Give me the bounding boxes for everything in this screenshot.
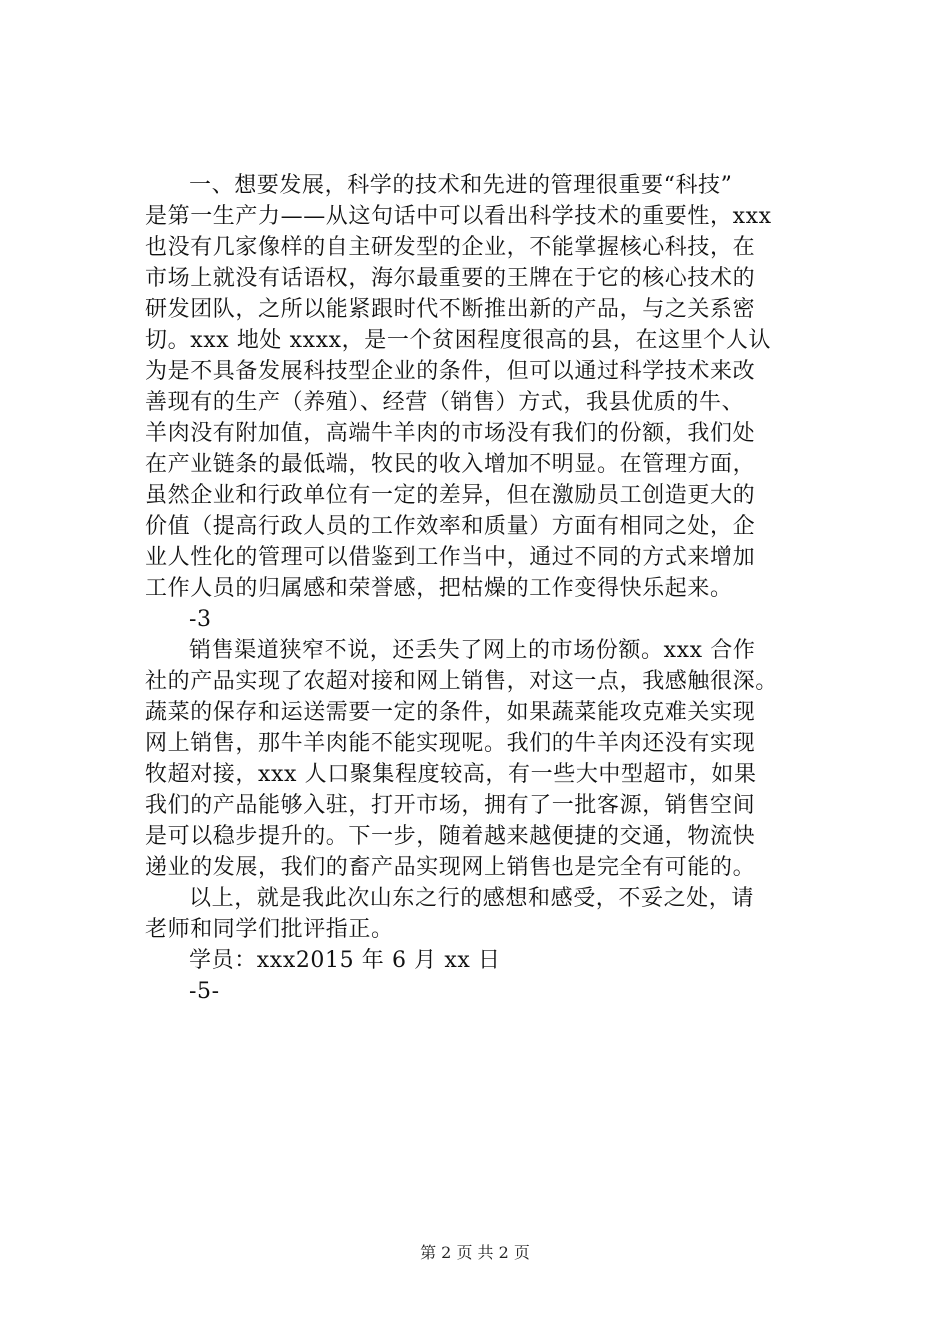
text-line: 虽然企业和行政单位有一定的差异，但在激励员工创造更大的 bbox=[145, 483, 756, 508]
signature: 学员：xxx2015 年 6 月 xx 日 bbox=[189, 948, 501, 973]
paragraph-technology-management bbox=[145, 170, 845, 604]
text-line: 网上销售，那牛羊肉能不能实现呢。我们的牛羊肉还没有实现 bbox=[145, 731, 756, 756]
text-line: 研发团队，之所以能紧跟时代不断推出新的产品，与之关系密 bbox=[145, 297, 756, 322]
text-line: 市场上就没有话语权，海尔最重要的王牌在于它的核心技术的 bbox=[145, 266, 756, 291]
text-line: 切。xxx 地处 xxxx，是一个贫困程度很高的县，在这里个人认 bbox=[145, 328, 772, 353]
text-line: 递业的发展，我们的畜产品实现网上销售也是完全有可能的。 bbox=[145, 855, 756, 880]
text-line: 以上，就是我此次山东之行的感想和感受，不妥之处，请 bbox=[189, 886, 755, 911]
text-line: 业人性化的管理可以借鉴到工作当中，通过不同的方式来增加 bbox=[145, 545, 756, 570]
text-line: 一、想要发展，科学的技术和先进的管理很重要“科技” bbox=[189, 173, 733, 198]
text-line: 是第一生产力——从这句话中可以看出科学技术的重要性，xxx bbox=[145, 204, 772, 229]
text-line: 老师和同学们批评指正。 bbox=[145, 917, 394, 942]
text-line: 社的产品实现了农超对接和网上销售，对这一点，我感触很深。 bbox=[145, 669, 778, 694]
document-body bbox=[145, 170, 845, 1007]
text-line: 蔬菜的保存和运送需要一定的条件，如果蔬菜能攻克难关实现 bbox=[145, 700, 756, 725]
text-line: 为是不具备发展科技型企业的条件，但可以通过科学技术来改 bbox=[145, 359, 756, 384]
text-line: 我们的产品能够入驻，打开市场，拥有了一批客源，销售空间 bbox=[145, 793, 756, 818]
text-line: 价值（提高行政人员的工作效率和质量）方面有相同之处，企 bbox=[145, 514, 756, 539]
text-line: 羊肉没有附加值，高端牛羊肉的市场没有我们的份额，我们处 bbox=[145, 421, 756, 446]
text-line: 也没有几家像样的自主研发型的企业，不能掌握核心科技，在 bbox=[145, 235, 756, 260]
text-line: 善现有的生产（养殖）、经营（销售）方式，我县优质的牛、 bbox=[145, 390, 745, 415]
text-line: 销售渠道狭窄不说，还丢失了网上的市场份额。xxx 合作 bbox=[189, 638, 756, 663]
page-marker: -5- bbox=[189, 979, 220, 1004]
text-line: 牧超对接，xxx 人口聚集程度较高，有一些大中型超市，如果 bbox=[145, 762, 757, 787]
page-marker: -3 bbox=[189, 607, 212, 632]
text-line: 在产业链条的最低端，牧民的收入增加不明显。在管理方面， bbox=[145, 452, 756, 477]
text-line: 是可以稳步提升的。下一步，随着越来越便捷的交通，物流快 bbox=[145, 824, 756, 849]
paragraph-conclusion bbox=[145, 883, 845, 945]
text-line: 工作人员的归属感和荣誉感，把枯燥的工作变得快乐起来。 bbox=[145, 576, 733, 601]
paragraph-sales-channels bbox=[145, 635, 845, 883]
page-footer: 第 2 页 共 2 页 bbox=[420, 1243, 530, 1262]
